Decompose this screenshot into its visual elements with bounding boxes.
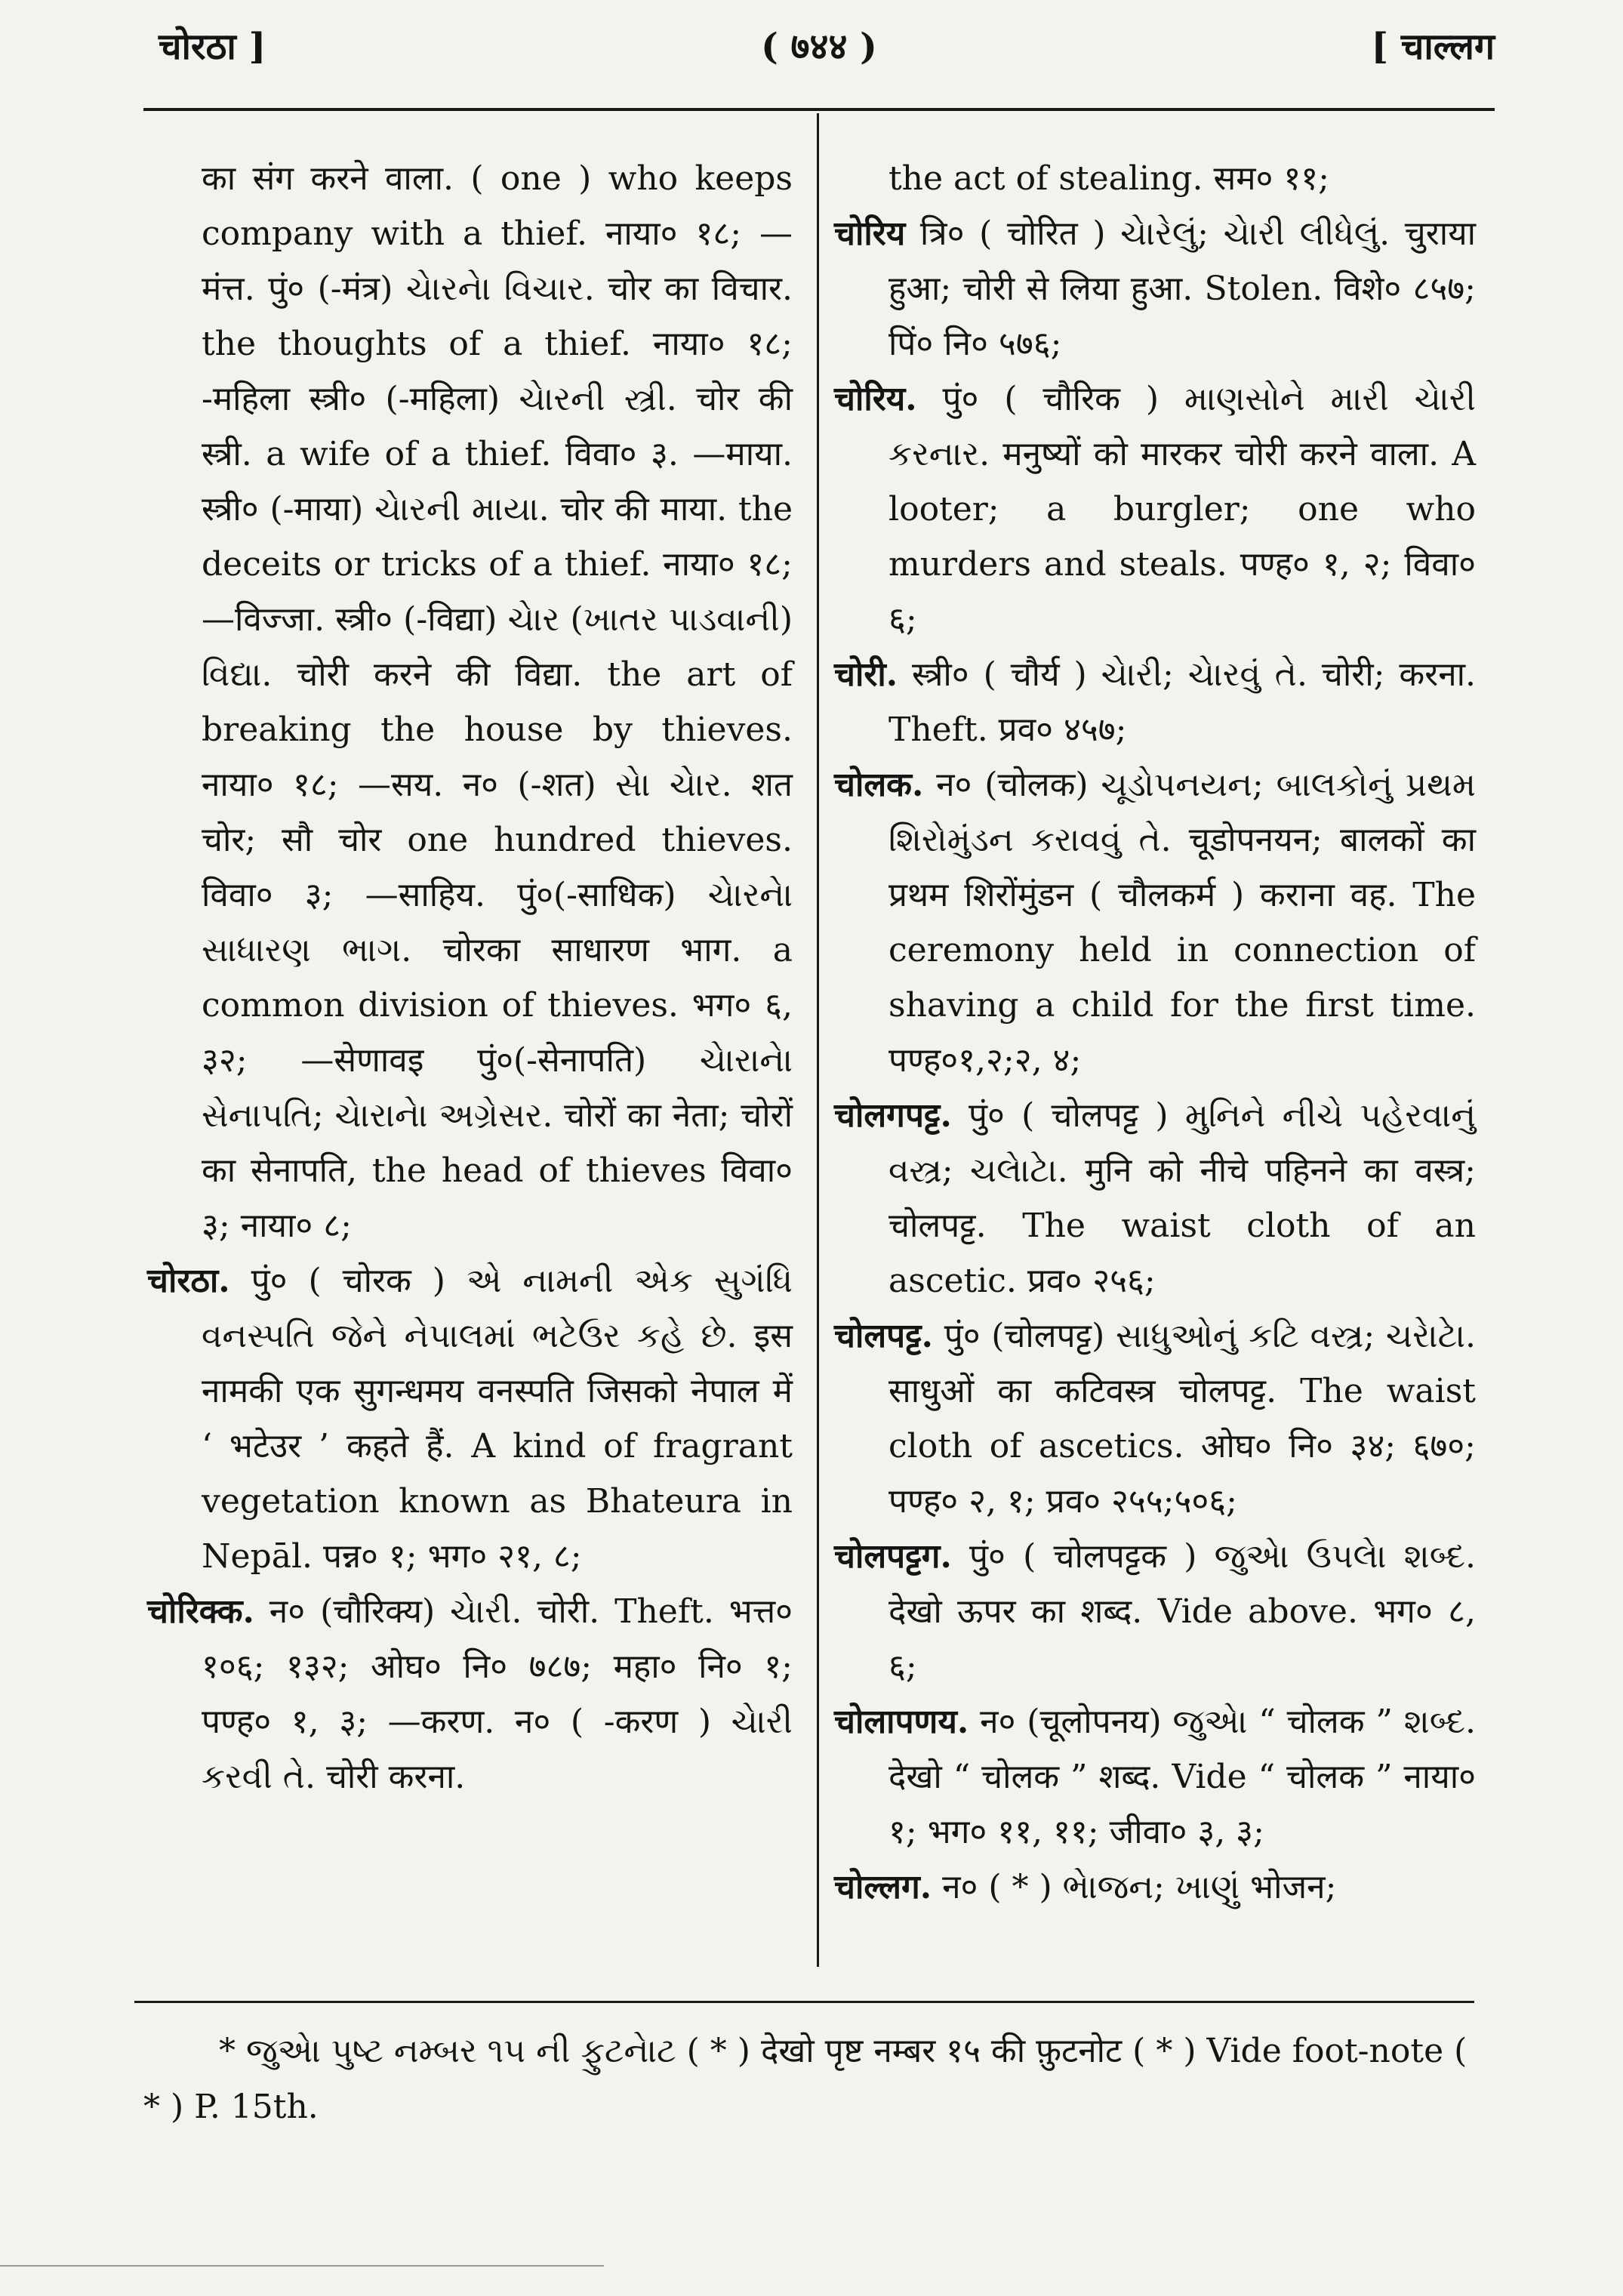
dictionary-entry (834, 1308, 1476, 1529)
entry-text: न० (चौरिक्य) ચેારી. चोरी. Theft. भत्त० १०६; १३२; ओघ० नि० ७८७; महा० नि० १; पण्ह० १, ३; —करण. न० ( -करण ) ચેારી કરવી તે. चोरी करना. (202, 1592, 793, 1796)
dictionary-entry (834, 1529, 1476, 1694)
headword: चोरी. (834, 655, 898, 694)
entry-text: पुं० (चोलपट्ट) સાધુઓનું કટિ વસ્ત્ર; ચરેાટેા. साधुओं का कटिवस्त्र चोलपट्ट. The waist cloth of ascetics. ओघ० नि० ३४; ६७०; पण्ह० २, १; प्रव० २५५;५०६; (888, 1317, 1476, 1521)
dictionary-entry (834, 647, 1476, 757)
column-divider (817, 113, 819, 1967)
header-rule (143, 108, 1495, 111)
dictionary-entry (147, 1584, 793, 1804)
entry-text: न० ( * ) ભેાજન; ખાણું भोजन; (932, 1868, 1337, 1906)
left-column (147, 151, 793, 1804)
dictionary-entry (147, 1253, 793, 1584)
running-head-right: [ चाल्लग (1371, 26, 1495, 68)
dictionary-entry (834, 1694, 1476, 1860)
headword: चोलगपट्ट. (834, 1096, 952, 1135)
entry-text: the act of stealing. सम० ११; (888, 159, 1330, 198)
headword: चोलपट्ट. (834, 1317, 933, 1355)
headword: चोलपट्टग. (834, 1537, 952, 1576)
dictionary-entry (834, 206, 1476, 371)
entry-text: पुं० ( चोलपट्टक ) જુએા ઉપલેા શબ્દ. देखो ऊपर का शब्द. Vide above. भग० ८, ६; (888, 1537, 1476, 1686)
page-edge-rule (0, 2265, 604, 2267)
entry-text: न० (चोलक) ચૂડોપનયન; બાલકોનું પ્રથમ શિરોમુંડન કરાવવું તે. चूडोपनयन; बालकों का प्रथम शिरोंमुंडन ( चौलकर्म ) कराना वह. The ceremony held in connection of shaving a child for the first time. पण्ह०१,२;२, ४; (888, 766, 1476, 1080)
dictionary-entry (147, 151, 793, 1253)
entry-text: त्रि० ( चोरित ) ચેારેલું; ચેારી લીધેલું. चुराया हुआ; चोरी से लिया हुआ. Stolen. विशे० ८५७; पिं० नि० ५७६; (888, 214, 1476, 363)
entry-text: पुं० ( चौरिक ) માણસોને મારી ચેારી કરનાર. मनुष्यों को मारकर चोरी करने वाला. A looter; a burgler; one who murders and steals. पण्ह० १, २; विवा० ६; (888, 380, 1476, 639)
headword: चोलक. (834, 766, 924, 804)
headword: चोरिय. (834, 380, 917, 418)
headword: चोलापणय. (834, 1703, 969, 1741)
entry-text: न० (चूलोपनय) જુએા “ चोलक ” શબ્દ. देखो “ चोलक ” शब्द. Vide “ चोलक ” नाया० १; भग० ११, ११; जीवा० ३, ३; (888, 1703, 1476, 1851)
footnote: * જુએા પુષ્ટ નમ્બર ૧૫ ની ફુટનેાટ ( * ) देखो पृष्ट नम्बर १५ की फ़ुटनोट ( * ) Vide foot-note ( * ) P. 15th. (143, 2032, 1467, 2126)
dictionary-entry (834, 757, 1476, 1088)
dictionary-entry (834, 371, 1476, 647)
entry-text: पुं० ( चोरक ) એ નામની એક સુગંધિ વનસ્પતિ જેને નેપાલમાં ભટેઉર કહે છે. इस नामकी एक सुगन्धमय वनस्पति जिसको नेपाल में ‘ भटेउर ’ कहते हैं. A kind of fragrant vegetation known as Bhateura in Nepāl. पन्न० १; भग० २१, ८; (202, 1262, 793, 1576)
headword: चोरठा. (147, 1262, 230, 1300)
entry-text: स्त्री० ( चौर्य ) ચેારી; ચેારવું તે. चोरी; करना. Theft. प्रव० ४५७; (888, 655, 1476, 749)
headword: चोरिय (834, 214, 906, 253)
entry-text: का संग करने वाला. ( one ) who keeps company with a thief. नाया० १८; —मंत्त. पुं० (-मंत्र) ચેારનેા વિચાર. चोर का विचार. the thoughts of a thief. नाया० १८; -महिला स्त्री० (-महिला) ચેારની સ્ત્રી. चोर की स्त्री. a wife of a thief. विवा० ३. —माया. स्त्री० (-माया) ચેારની માયા. चोर की माया. the deceits or tricks of a thief. नाया० १८; —विज्जा. स्त्री० (-विद्या) ચેાર (ખાતર પાડવાની) વિદ્યા. चोरी करने की विद्या. the art of breaking the house by thieves. नाया० १८; —सय. न० (-शत) સેા ચેાર. शत चोर; सौ चोर one hundred thieves. विवा० ३; —साहिय. पुं०(-साधिक) ચેારનેા સાધારણ ભાગ. चोरका साधारण भाग. a common division of thieves. भग० ६, ३२; —सेणावइ पुं०(-सेनापति) ચેારાનેા સેનાપતિ; ચેારાનેા અગ્રેસર. चोरों का नेता; चोरों का सेनापति, the head of thieves विवा० ३; नाया० ८; (202, 159, 793, 1245)
page-number: ( ७४४ ) (761, 26, 877, 68)
dictionary-entry (834, 1088, 1476, 1308)
running-head-left: चोरठा ] (159, 26, 266, 68)
dictionary-entry (834, 151, 1476, 206)
headword: चोरिक्क. (147, 1592, 254, 1631)
page-header (143, 21, 1495, 82)
dictionary-entry (834, 1860, 1476, 1915)
entry-text: पुं० ( चोलपट्ट ) મુનિને નીચે પહેરવાનું વસ્ત્ર; ચલેાટેા. मुनि को नीचे पहिनने का वस्त्र; चोलपट्ट. The waist cloth of an ascetic. प्रव० २५६; (888, 1096, 1476, 1300)
headword: चोल्लग. (834, 1868, 932, 1906)
footnote-rule (134, 2001, 1474, 2003)
right-column (834, 151, 1476, 1915)
